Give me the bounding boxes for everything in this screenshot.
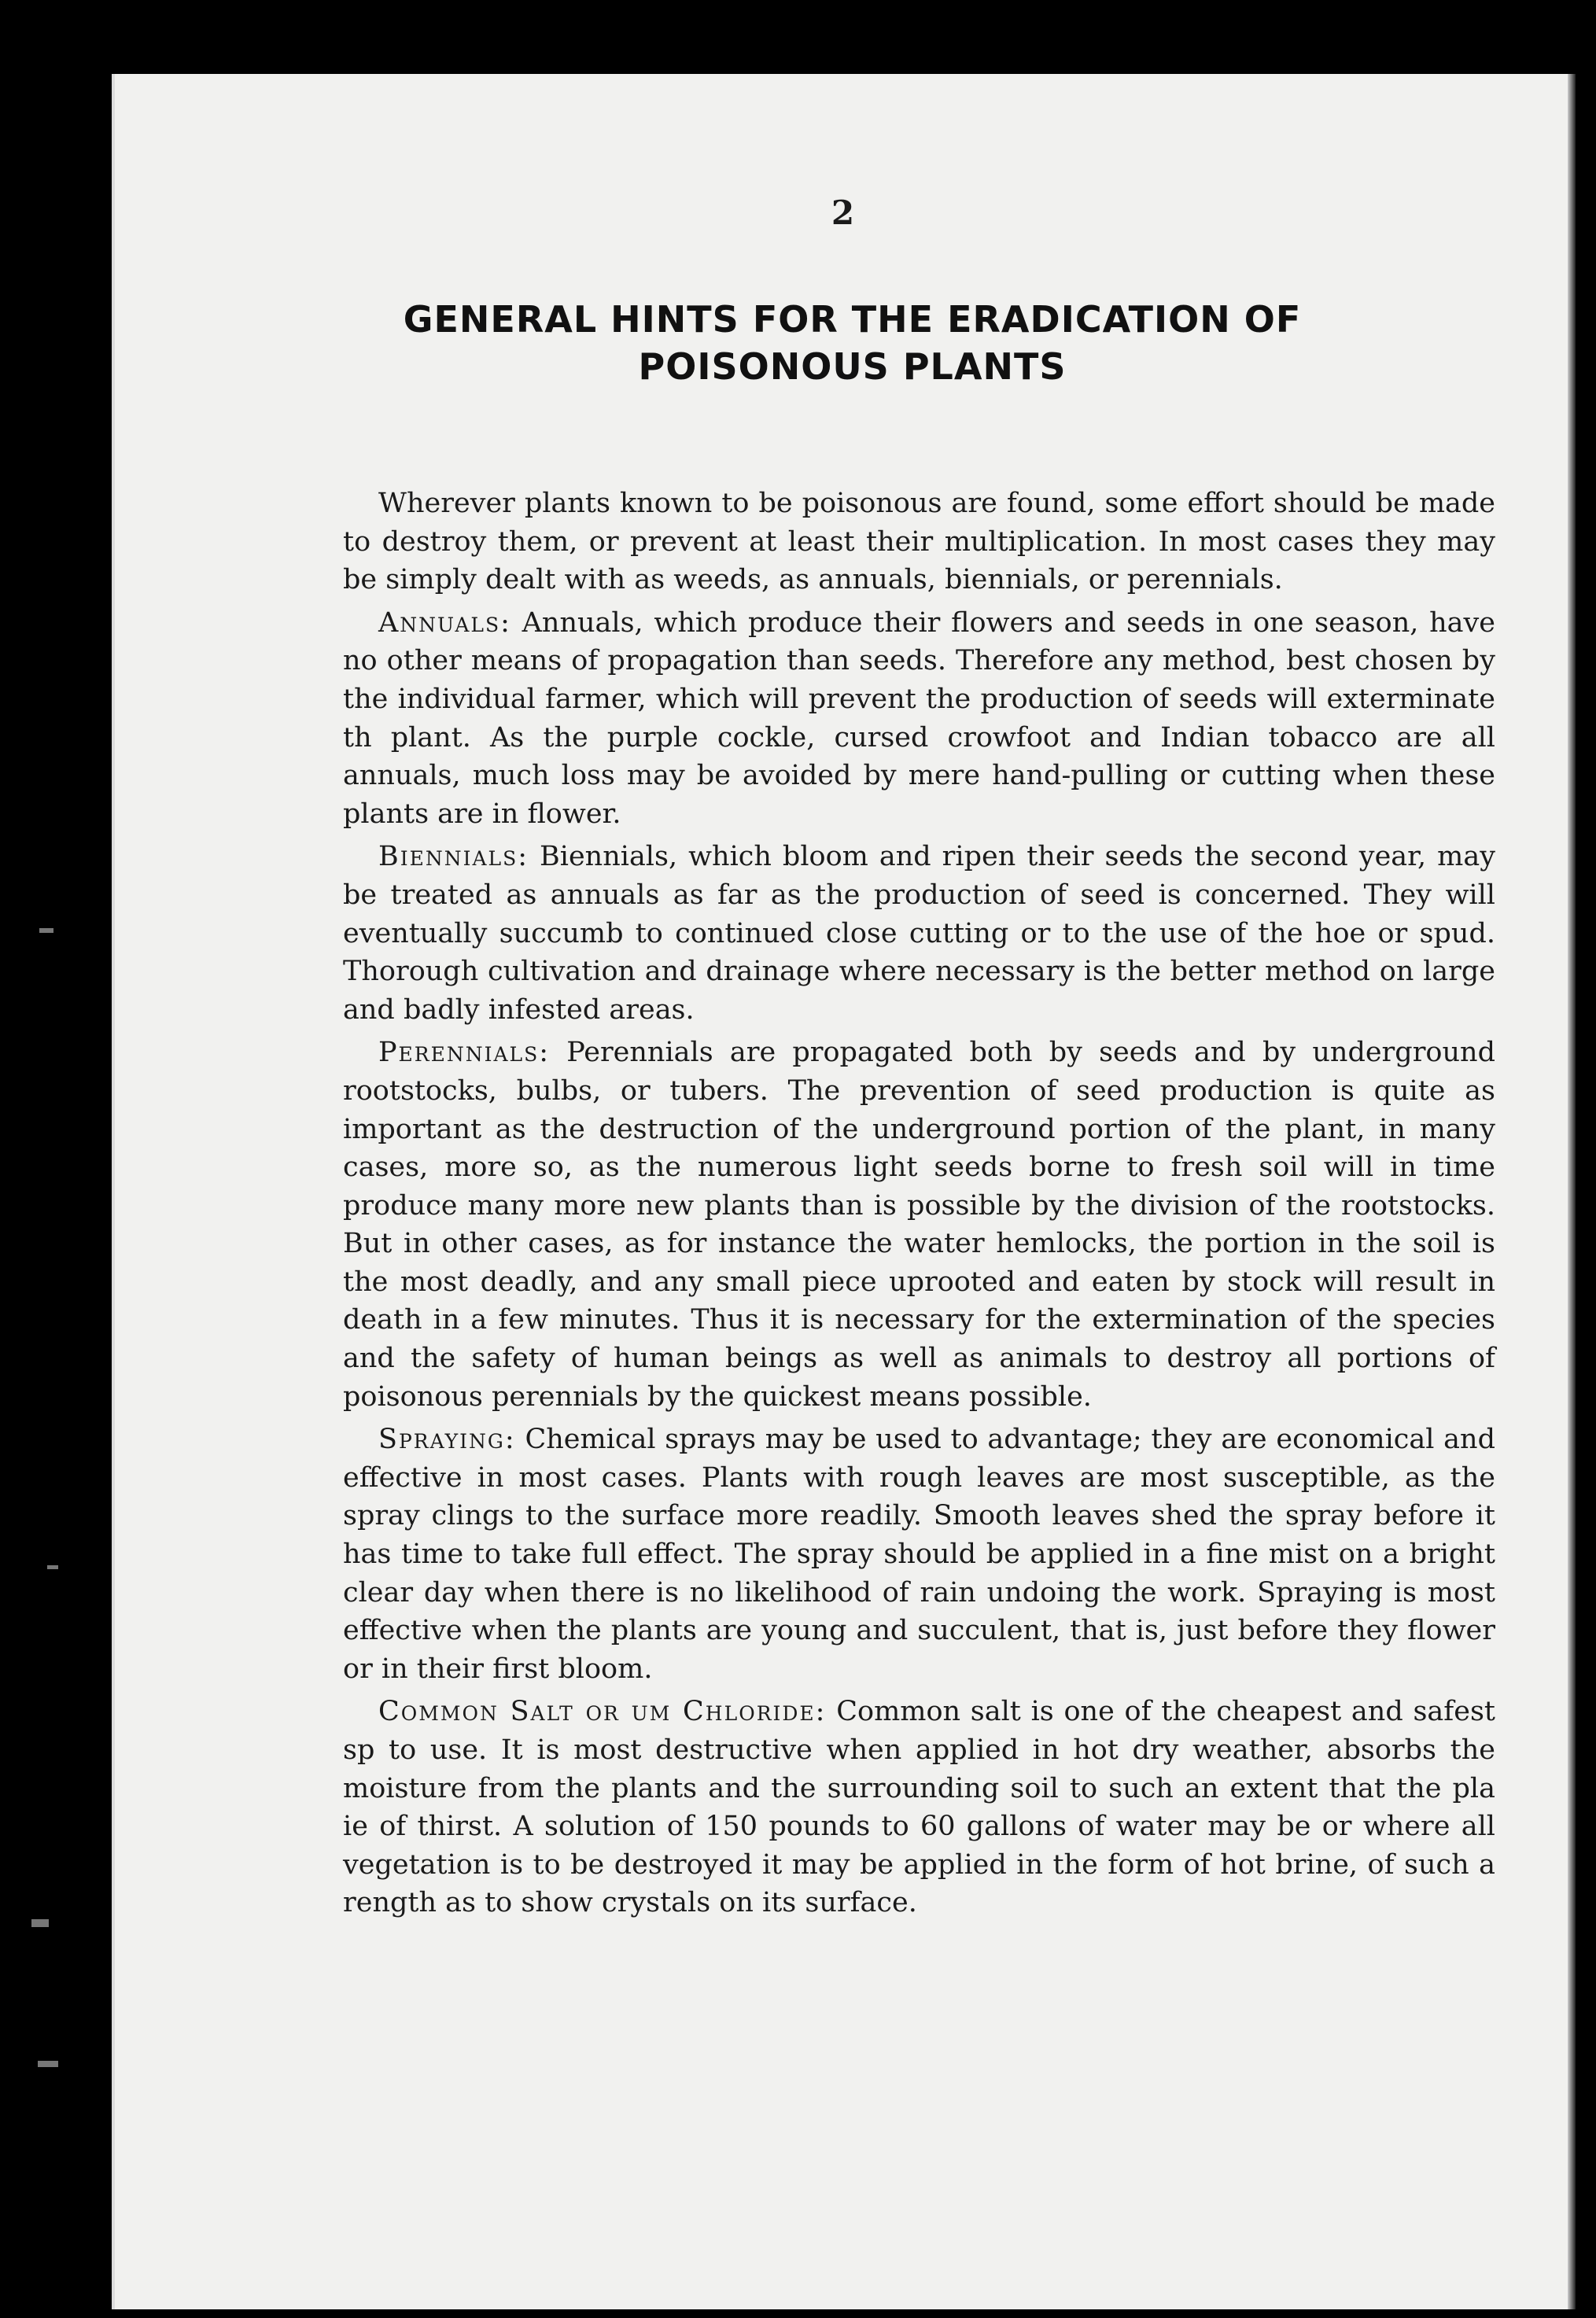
section-heading-common-salt: Common Salt or [378, 1696, 620, 1728]
section-heading-perennials: Perennials: [378, 1037, 551, 1069]
paragraph-text: Chemical sprays may be used to advantage; they are economical and effective in most cases. Plants with rough leaves are most susceptible, as the spray clings to the surface more readily. Smooth leaves shed the spray before it has time to take full effect. The spray should be applied in a fine mist on a bright clear day when there is no likelihood of rain undoing the work. Spraying is most effective when the plants are young and succulent, that is, just before they flower or in their first bloom. [343, 1424, 1495, 1685]
paragraph-perennials [343, 1034, 1495, 1416]
section-heading-annuals: Annuals: [378, 606, 511, 639]
paragraph-biennials [343, 838, 1495, 1029]
paragraph-annuals [343, 604, 1495, 834]
paragraph-common-salt [343, 1693, 1495, 1922]
section-heading-biennials: Biennials: [378, 841, 529, 873]
section-heading-chloride: um Chloride: [619, 1696, 827, 1728]
body-text [343, 485, 1495, 1927]
paragraph-intro [343, 485, 1495, 599]
page-number: 2 [831, 193, 855, 232]
document-page [112, 74, 1571, 2309]
paragraph-text: Wherever plants known to be poisonous are found, some effort should be made to destroy them, or prevent at least their multiplication. In most cases they may be simply dealt with as weeds, as annuals, biennials, or perennials. [343, 488, 1495, 596]
page-title [256, 296, 1448, 390]
paragraph-text: Biennials, which bloom and ripen their seeds the second year, may be treated as annuals as far as the production of seed is concerned. They will eventually succumb to continued close cutting or to the use of the hoe or spud. Thorough cultivation and drainage where necessary is the better method on large and badly infested areas. [343, 841, 1495, 1026]
page-title-line-2: POISONOUS PLANTS [638, 345, 1067, 388]
paragraph-text: Annuals, which produce their flowers and seeds in one season, have no other means of propagation than seeds. Therefore any method, best chosen by the individual farmer, which will prevent the production of seeds will exterminate th plant. As the purple cockle, cursed crowfoot and Indian tobacco are all annuals, much loss may be avoided by mere hand-pulling or cutting when these plants are in flower. [343, 606, 1495, 830]
paragraph-text: Perennials are propagated both by seeds and by underground rootstocks, bulbs, or tubers. The prevention of seed production is quite as important as the destruction of the underground portion of the plant, in many cases, more so, as the numerous light seeds borne to fresh soil will in time produce many more new plants than is possible by the division of the rootstocks. But in other cases, as for instance the water hemlocks, the portion in the soil is the most deadly, and any small piece uprooted and eaten by stock will result in death in a few minutes. Thus it is necessary for the extermination of the species and the safety of human beings as well as animals to destroy all portions of poisonous perennials by the quickest means possible. [343, 1037, 1495, 1413]
page-title-line-1: GENERAL HINTS FOR THE ERADICATION OF [403, 298, 1302, 341]
section-heading-spraying: Spraying: [378, 1424, 516, 1456]
paragraph-spraying [343, 1421, 1495, 1688]
paragraph-text: Common salt is one of the cheapest and safest sp to use. It is most destructive when applied in hot dry weather, absorbs the moisture from the plants and the surrounding soil to such an extent that the pla ie of thirst. A solution of 150 pounds to 60 gallons of water may be or where all vegetation is to be destroyed it may be applied in the form of hot brine, of such a rength as to show crystals on its surface. [343, 1696, 1495, 1919]
scan-edge-marks [31, 0, 79, 2318]
